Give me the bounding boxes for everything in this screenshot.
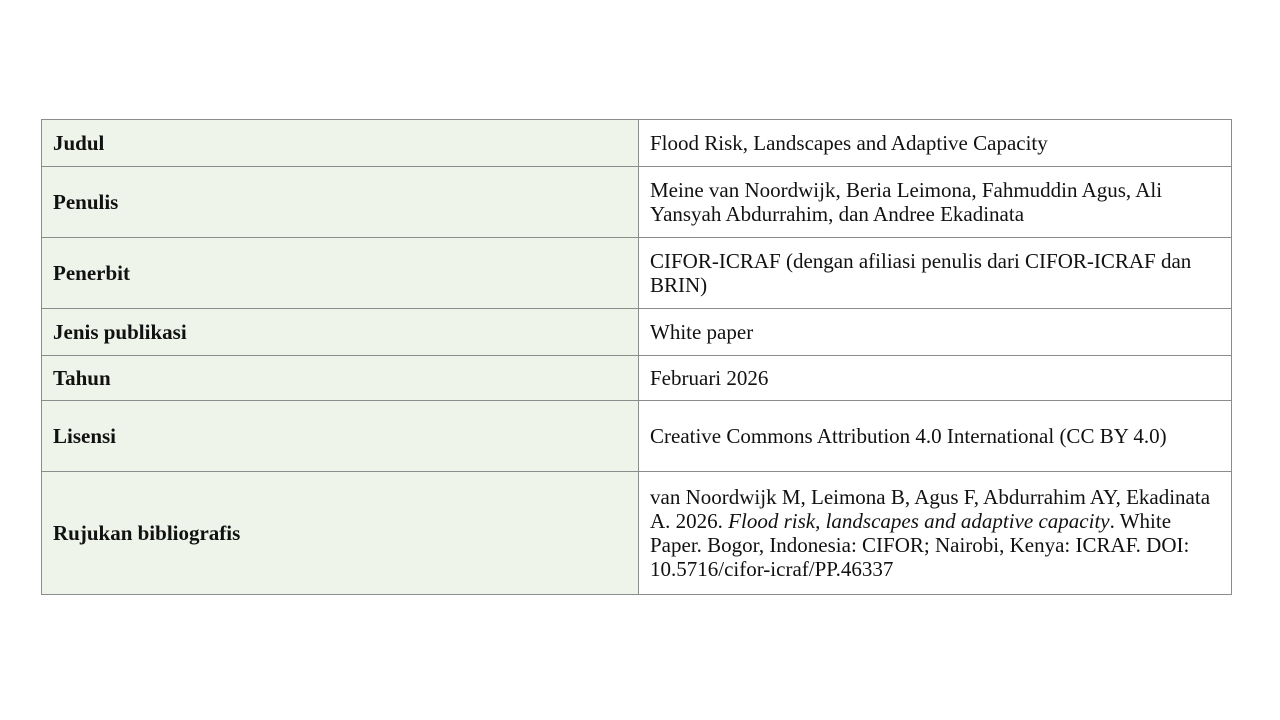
label-publication-type: Jenis publikasi [53, 320, 187, 344]
table-row-license [42, 401, 1232, 472]
label-title: Judul [53, 131, 105, 155]
table-row-authors [42, 167, 1232, 238]
citation-text-end: . White Paper. Bogor, Indonesia: CIFOR; Nairobi, Kenya: ICRAF. DOI: 10.5716/cifor-icraf/PP.46337 [650, 509, 1190, 581]
value-year: Februari 2026 [650, 366, 769, 390]
value-citation [650, 485, 1220, 581]
row-label [42, 356, 639, 401]
table-row-title [42, 120, 1232, 167]
row-label [42, 472, 639, 595]
label-authors: Penulis [53, 190, 119, 214]
label-license: Lisensi [53, 424, 117, 448]
row-value [639, 356, 1232, 401]
table-row-citation [42, 472, 1232, 595]
label-publisher: Penerbit [53, 261, 130, 285]
table-row-publisher [42, 238, 1232, 309]
row-value [639, 167, 1232, 238]
table-row-publication-type [42, 309, 1232, 356]
row-value [639, 309, 1232, 356]
row-label [42, 238, 639, 309]
row-value [639, 238, 1232, 309]
value-license: Creative Commons Attribution 4.0 International (CC BY 4.0) [650, 424, 1167, 448]
citation-title-italic: Flood risk, landscapes and adaptive capacity [728, 509, 1110, 533]
row-value [639, 472, 1232, 595]
value-publication-type: White paper [650, 320, 754, 344]
value-publisher: CIFOR-ICRAF (dengan afiliasi penulis dari CIFOR-ICRAF dan BRIN) [650, 249, 1192, 297]
table-row-year [42, 356, 1232, 401]
citation-text-start: van Noordwijk M, Leimona B, Agus F, Abdurrahim AY, Ekadinata A. 2026. [650, 485, 1211, 533]
value-authors: Meine van Noordwijk, Beria Leimona, Fahmuddin Agus, Ali Yansyah Abdurrahim, dan Andree Ekadinata [650, 178, 1163, 226]
row-label [42, 167, 639, 238]
row-label [42, 309, 639, 356]
row-label [42, 401, 639, 472]
publication-metadata-table [41, 119, 1232, 595]
label-year: Tahun [53, 366, 111, 390]
label-citation: Rujukan bibliografis [53, 521, 241, 545]
row-value [639, 401, 1232, 472]
row-label [42, 120, 639, 167]
value-title: Flood Risk, Landscapes and Adaptive Capacity [650, 131, 1048, 155]
row-value [639, 120, 1232, 167]
